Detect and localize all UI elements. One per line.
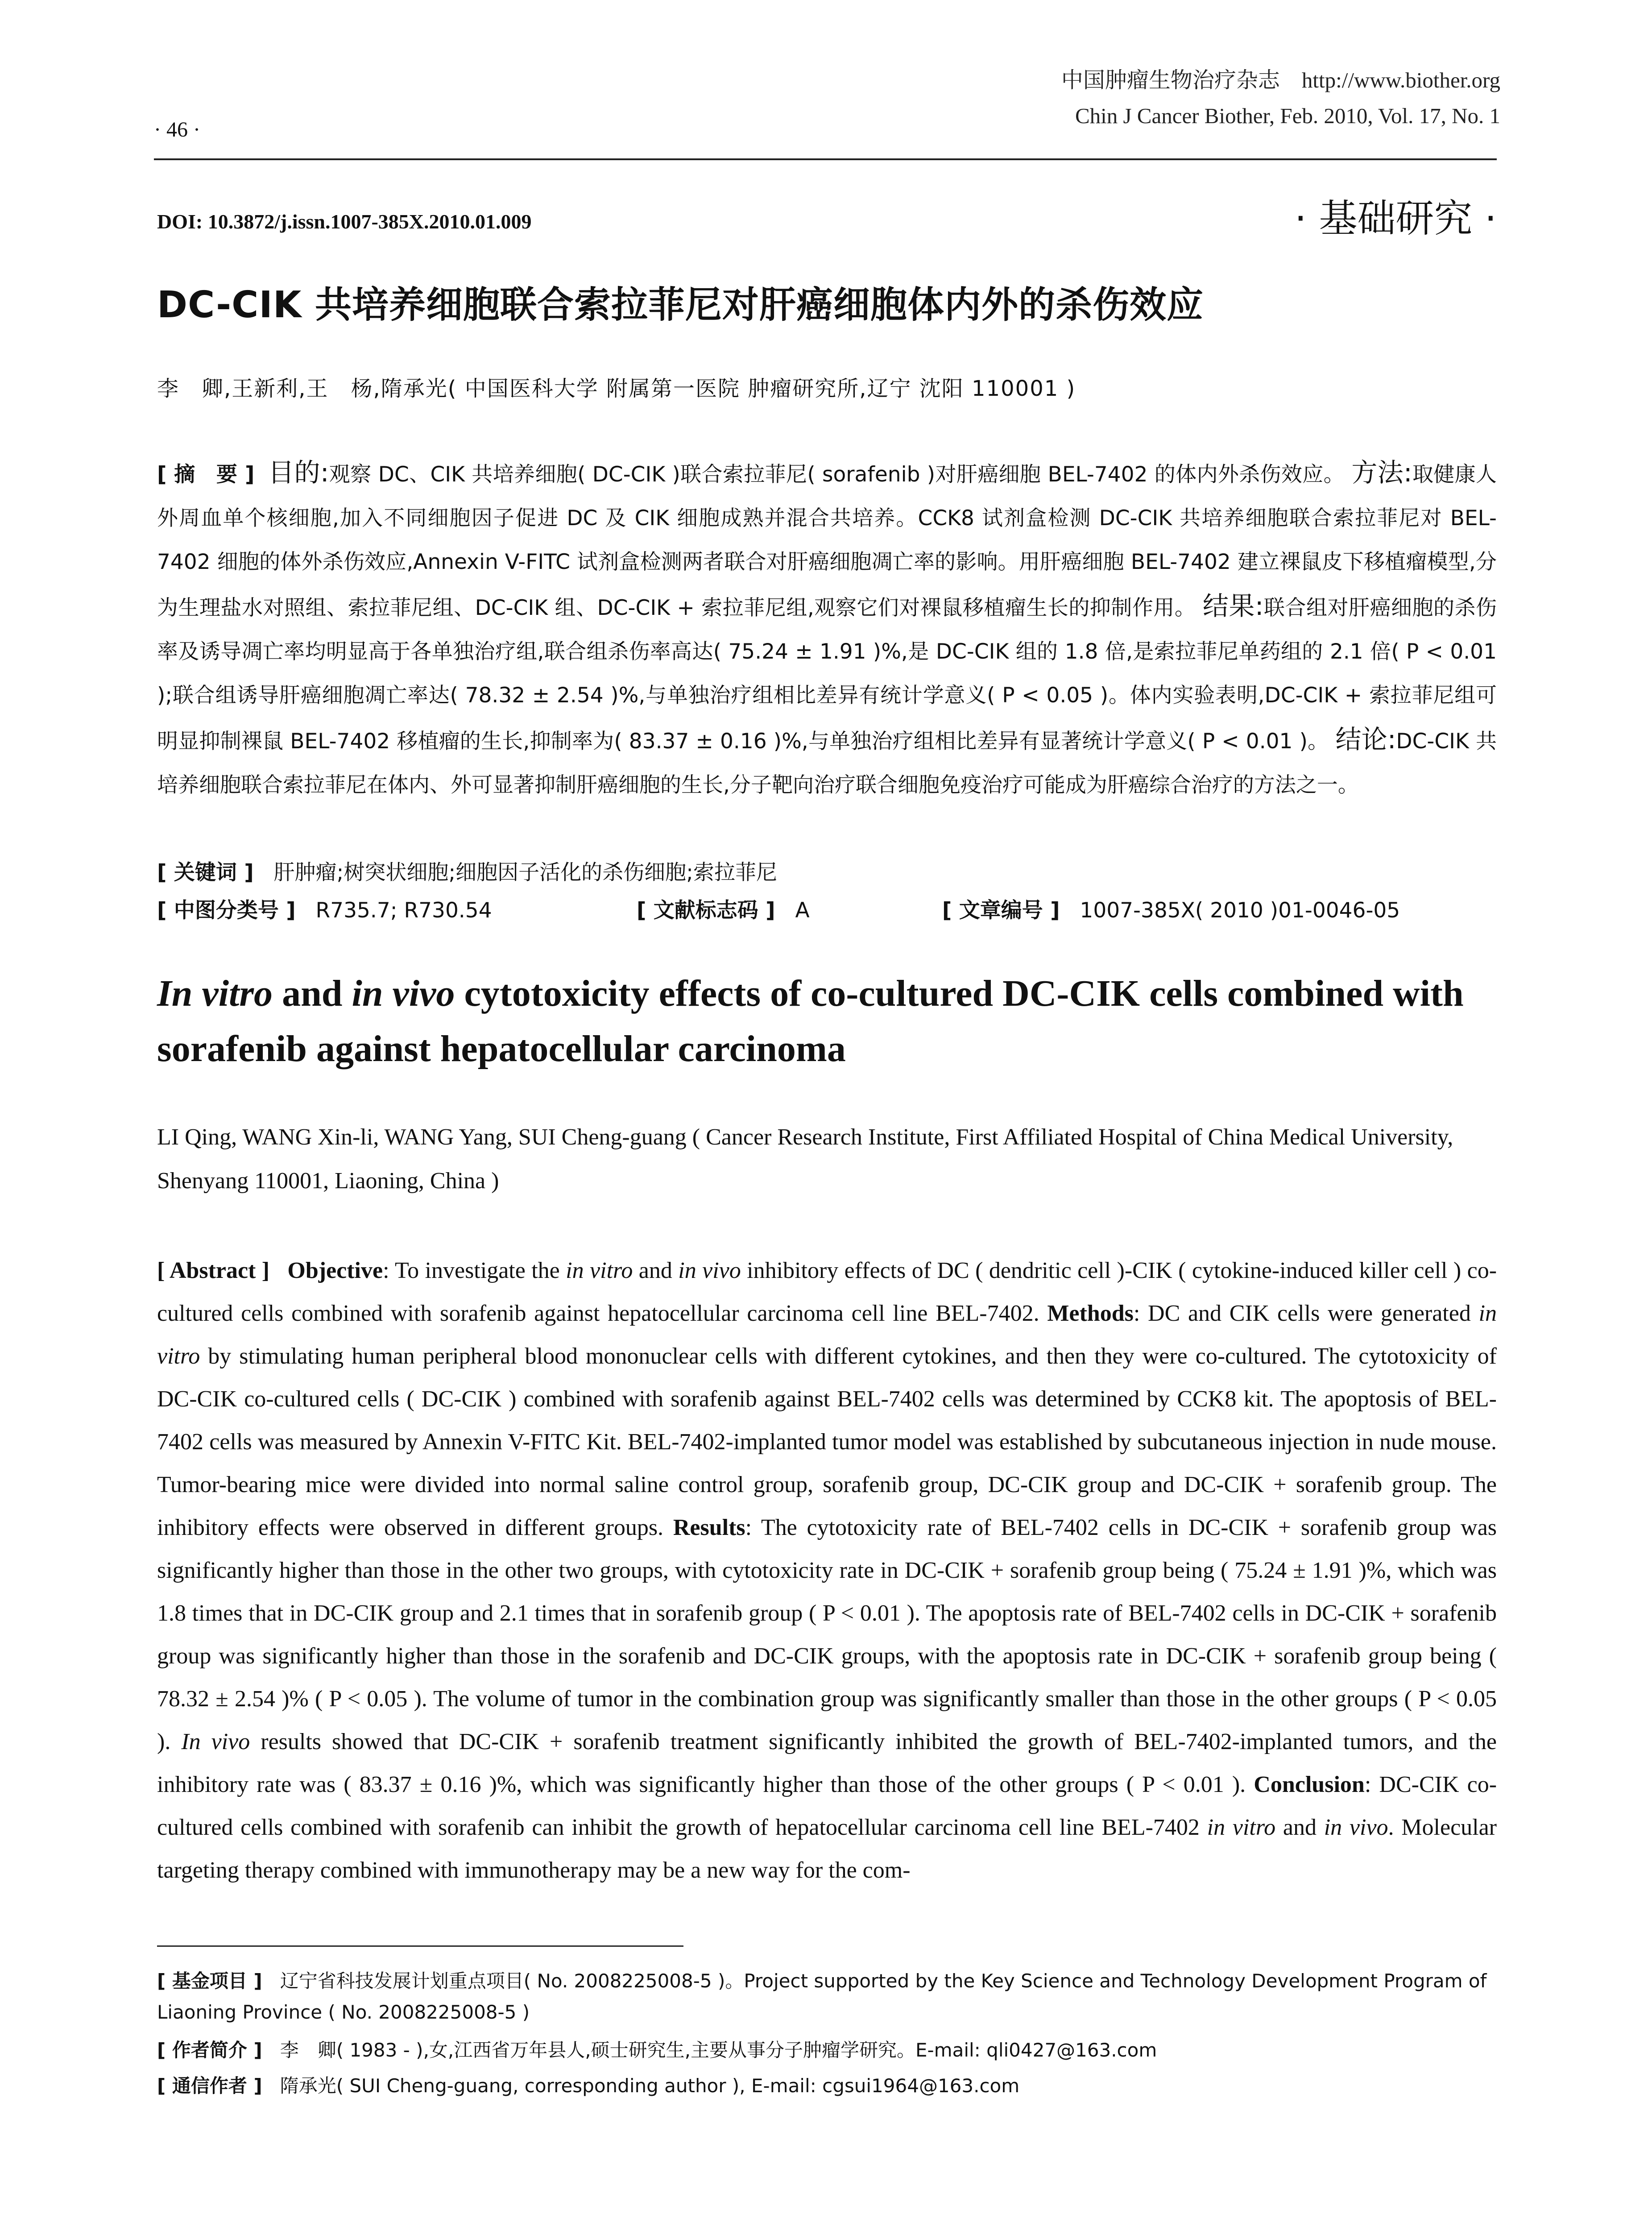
results-label-cn: 结果: (1202, 591, 1264, 621)
methods-en-i: in vitro (157, 1301, 1497, 1369)
fund-label: [ 基金项目 ] (157, 1970, 262, 1992)
title-en-part3: in vivo (352, 973, 455, 1014)
classification (157, 895, 1497, 927)
conclusion-label-en: Conclusion (1254, 1772, 1365, 1797)
conclusion-en-b: and (1275, 1815, 1324, 1840)
keywords (157, 857, 1497, 889)
methods-en-a: : DC and CIK cells were generated (1133, 1301, 1479, 1326)
keywords-label: [ 关键词 ] (157, 860, 254, 885)
corresponding-label: [ 通信作者 ] (157, 2075, 262, 2097)
keywords-text: 肝肿瘤;树突状细胞;细胞因子活化的杀伤细胞;索拉菲尼 (273, 860, 778, 885)
objective-en-i1: in vitro (566, 1258, 633, 1283)
title-en-part4: cytotoxicity effects of co-cultured DC-CIK cells combined with sorafenib against hepatocellular carcinoma (157, 973, 1464, 1070)
authors-cn: 李 卿,王新利,王 杨,隋承光( 中国医科大学 附属第一医院 肿瘤研究所,辽宁 沈阳 110001 ) (157, 376, 1076, 401)
title-en-part1: In vitro (157, 973, 273, 1014)
journal-url[interactable]: http://www.biother.org (1301, 68, 1500, 92)
conclusion-cn: DC-CIK 共培养细胞联合索拉菲尼在体内、外可显著抑制肝癌细胞的生长,分子靶向治疗联合细胞免疫治疗可能成为肝癌综合治疗的方法之一。 (157, 729, 1497, 797)
objective-en-a: : To investigate the (383, 1258, 566, 1283)
page-number: · 46 · (154, 118, 200, 141)
fund-text: 辽宁省科技发展计划重点项目( No. 2008225008-5 )。Project supported by the Key Science and Technology Development Program of Liaoning Province ( No. 2008225008-5 ) (157, 1970, 1487, 2023)
title-en-part2: and (273, 973, 352, 1014)
objective-en-i2: in vivo (678, 1258, 741, 1283)
objective-cn: 观察 DC、CIK 共培养细胞( DC-CIK )联合索拉菲尼( sorafenib )对肝癌细胞 BEL-7402 的体内外杀伤效应。 (329, 462, 1345, 487)
objective-en-b: and (633, 1258, 679, 1283)
conclusion-en-i2: in vivo (1324, 1815, 1388, 1840)
results-en-b: results showed that DC-CIK + sorafenib treatment significantly inhibited the growth of BEL-7402-implanted tumors, and the inhibitory rate was ( 83.37 ± 0.16 )%, which was significantly higher than those of the other groups ( P < 0.01 ). (157, 1729, 1497, 1797)
article-no-label: [ 文章编号 ] (942, 898, 1060, 923)
conclusion-en-a: : DC-CIK co-cultured cells combined with sorafenib can inhibit the growth of hepatocellular carcinoma cell line BEL-7402 (157, 1772, 1497, 1840)
methods-label-cn: 方法: (1351, 457, 1412, 488)
author-bio-label: [ 作者简介 ] (157, 2039, 262, 2061)
abstract-en-label: [ Abstract ] (157, 1258, 270, 1283)
methods-en-b: by stimulating human peripheral blood mononuclear cells with different cytokines, and then they were co-cultured. The cytotoxicity of DC-CIK co-cultured cells ( DC-CIK ) combined with sorafenib against BEL-7402 cells was determined by CCK8 kit. The apoptosis of BEL-7402 cells was measured by Annexin V-FITC Kit. BEL-7402-implanted tumor model was established by subcutaneous injection in nude mouse. Tumor-bearing mice were divided into normal saline control group, sorafenib group, DC-CIK group and DC-CIK + sorafenib group. The inhibitory effects were observed in different groups. (157, 1344, 1497, 1540)
corresponding-text: 隋承光( SUI Cheng-guang, corresponding author ), E-mail: cgsui1964@163.com (280, 2075, 1020, 2097)
title-cn: DC-CIK 共培养细胞联合索拉菲尼对肝癌细胞体内外的杀伤效应 (157, 284, 1204, 326)
footnote-author (157, 2035, 1497, 2066)
doc-code-label: [ 文献标志码 ] (636, 898, 775, 923)
author-bio-text: 李 卿( 1983 - ),女,江西省万年县人,硕士研究生,主要从事分子肿瘤学研究。E-mail: qli0427@163.com (280, 2039, 1157, 2061)
results-label-en: Results (673, 1515, 745, 1540)
authors-en: LI Qing, WANG Xin-li, WANG Yang, SUI Cheng-guang ( Cancer Research Institute, First Affiliated Hospital of China Medical University, Shenyang 110001, Liaoning, China ) (157, 1124, 1453, 1194)
doi[interactable]: DOI: 10.3872/j.issn.1007-385X.2010.01.009 (157, 210, 532, 233)
results-en-a: : The cytotoxicity rate of BEL-7402 cells in DC-CIK + sorafenib group was significantly higher than those in the other two groups, with cytotoxicity rate in DC-CIK + sorafenib group being ( 75.24 ± 1.91 )%, which was 1.8 times that in DC-CIK group and 2.1 times that in sorafenib group ( P < 0.01 ). The apoptosis rate of BEL-7402 cells in DC-CIK + sorafenib group was significantly higher than those in the sorafenib and DC-CIK groups, with the apoptosis rate in DC-CIK + sorafenib group being ( 78.32 ± 2.54 )% ( P < 0.05 ). The volume of tumor in the combination group was significantly smaller than those in the other groups ( P < 0.05 ). (157, 1515, 1497, 1754)
objective-label-en: Objective (287, 1258, 383, 1283)
methods-cn: 取健康人外周血单个核细胞,加入不同细胞因子促进 DC 及 CIK 细胞成熟并混合共培养。CCK8 试剂盒检测 DC-CIK 共培养细胞联合索拉菲尼对 BEL-7402 细胞的体外杀伤效应,Annexin V-FITC 试剂盒检测两者联合对肝癌细胞凋亡率的影响。用肝癌细胞 BEL-7402 建立裸鼠皮下移植瘤模型,分为生理盐水对照组、索拉菲尼组、DC-CIK 组、DC-CIK + 索拉菲尼组,观察它们对裸鼠移植瘤生长的抑制作用。 (157, 462, 1497, 620)
abstract-cn-label: [ 摘 要 ] (157, 462, 255, 487)
abstract-cn (157, 451, 1497, 807)
abstract-en (157, 1249, 1497, 1892)
clc-label: [ 中图分类号 ] (157, 898, 296, 923)
conclusion-label-cn: 结论: (1335, 724, 1396, 755)
footnote-corresponding (157, 2070, 1497, 2102)
section-label: · 基础研究 · (1294, 196, 1497, 241)
journal-line (1061, 62, 1500, 98)
objective-en-c: inhibitory effects of DC ( dendritic cell )-CIK ( cytokine-induced killer cell ) co-cultured cells combined with sorafenib against hepatocellular carcinoma cell line BEL-7402. (157, 1258, 1497, 1326)
results-en-i: In vivo (181, 1729, 250, 1754)
conclusion-en-i1: in vitro (1207, 1815, 1276, 1840)
title-en (157, 966, 1497, 1077)
journal-title-cn: 中国肿瘤生物治疗杂志 (1061, 68, 1280, 92)
article-no: 1007-385X( 2010 )01-0046-05 (1080, 898, 1400, 923)
objective-label-cn: 目的: (268, 457, 329, 488)
footnote-rule (157, 1945, 683, 1947)
conclusion-en-c: . Molecular targeting therapy combined with immunotherapy may be a new way for the com- (157, 1815, 1497, 1883)
clc-code: R735.7; R730.54 (315, 898, 492, 923)
journal-citation: Chin J Cancer Biother, Feb. 2010, Vol. 17, No. 1 (1075, 104, 1500, 128)
running-header (1061, 62, 1500, 134)
methods-label-en: Methods (1047, 1301, 1134, 1326)
doc-code: A (795, 898, 810, 923)
header-rule (154, 158, 1497, 160)
results-cn: 联合组对肝癌细胞的杀伤率及诱导凋亡率均明显高于各单独治疗组,联合组杀伤率高达( 75.24 ± 1.91 )%,是 DC-CIK 组的 1.8 倍,是索拉菲尼单药组的 2.1 倍( P < 0.01 );联合组诱导肝癌细胞凋亡率达( 78.32 ± 2.54 )%,与单独治疗组相比差异有统计学意义( P < 0.05 )。体内实验表明,DC-CIK + 索拉菲尼组可明显抑制裸鼠 BEL-7402 移植瘤的生长,抑制率为( 83.37 ± 0.16 )%,与单独治疗组相比差异有显著统计学意义( P < 0.01 )。 (157, 596, 1497, 754)
footnote-fund (157, 1966, 1497, 2028)
